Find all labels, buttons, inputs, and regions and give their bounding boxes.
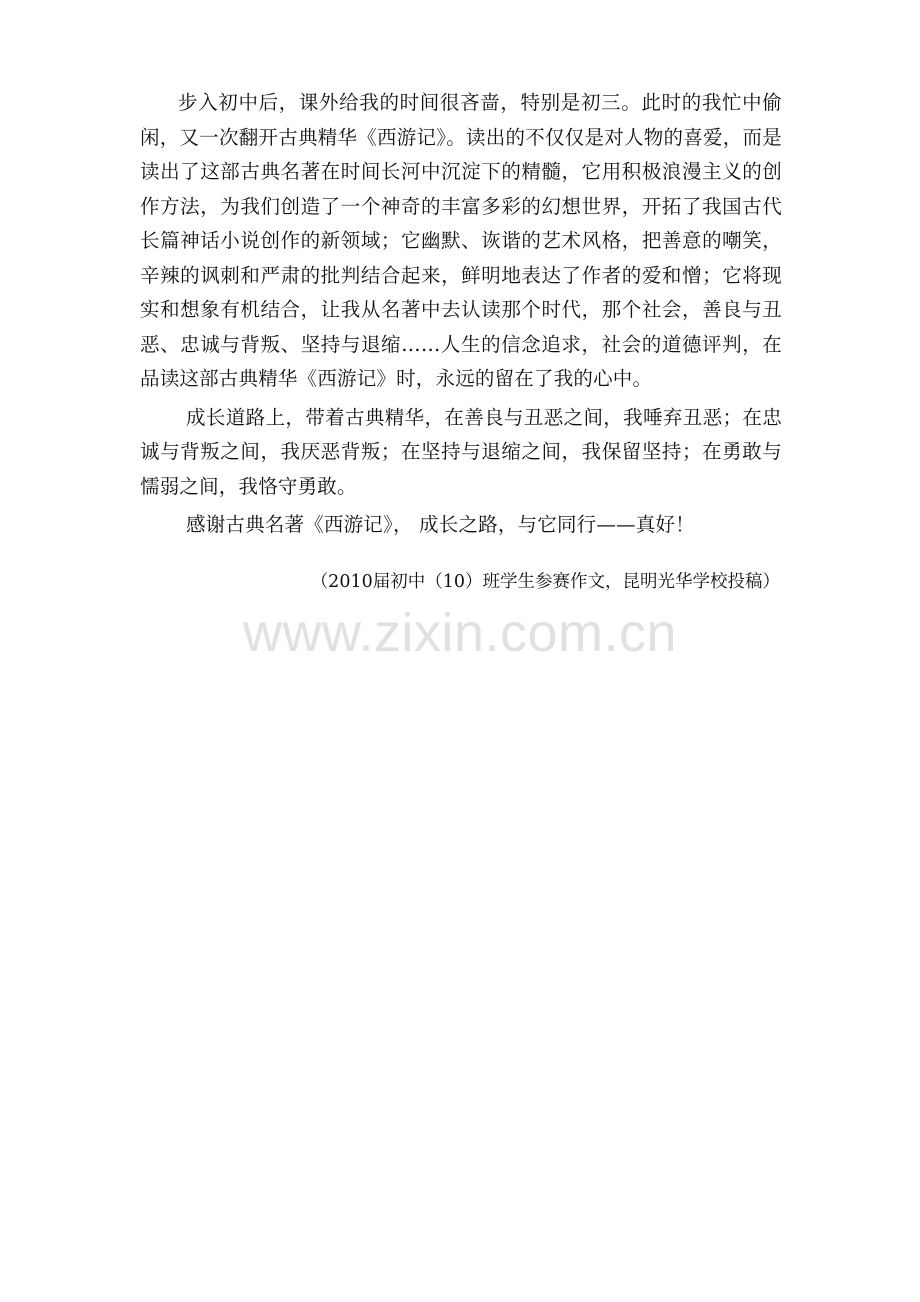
document-body <box>140 86 782 597</box>
paragraph-2: 成长道路上，带着古典精华，在善良与丑恶之间，我唾弃丑恶；在忠诚与背叛之间，我厌恶背叛；在坚持与退缩之间，我保留坚持；在勇敢与懦弱之间，我恪守勇敢。 <box>140 405 782 498</box>
paragraph-3: 感谢古典名著《西游记》， 成长之路，与它同行——真好！ <box>186 513 695 536</box>
paragraph-1: 步入初中后，课外给我的时间很吝啬，特别是初三。此时的我忙中偷闲，又一次翻开古典精华《西游记》。读出的不仅仅是对人物的喜爱，而是读出了这部古典名著在时间长河中沉淀下的精髓，它用积极浪漫主义的创作方法，为我们创造了一个神奇的丰富多彩的幻想世界，开拓了我国古代长篇神话小说创作的新领域；它幽默、诙谐的艺术风格，把善意的嘲笑，辛辣的讽刺和严肃的批判结合起来，鲜明地表达了作者的爱和憎；它将现实和想象有机结合，让我从名著中去认读那个时代，那个社会，善良与丑恶、忠诚与背叛、坚持与退缩……人生的信念追求，社会的道德评判，在品读这部古典精华《西游记》时，永远的留在了我的心中。 <box>140 91 782 390</box>
watermark: www.zixin.com.cn <box>242 603 678 663</box>
author-credit: （2010届初中（10）班学生参赛作文，昆明光华学校投稿） <box>310 571 780 592</box>
